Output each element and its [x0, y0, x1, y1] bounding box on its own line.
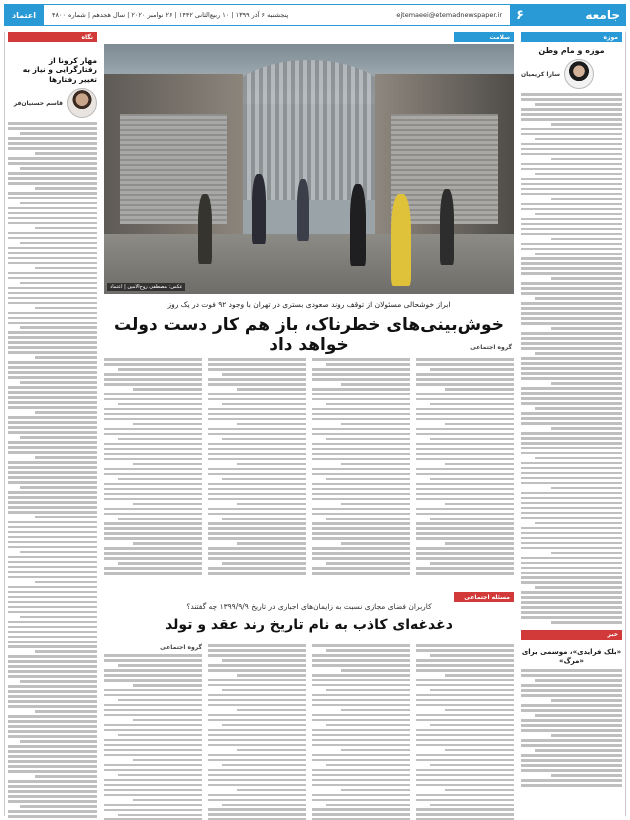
left-column: [4, 32, 100, 816]
photo-caption: عکس: مصطفی روح‌الامین | اعتماد: [107, 283, 185, 291]
right-column-author-box: [521, 59, 622, 89]
second-story-body: [104, 640, 514, 816]
opinion-author-box: [8, 88, 97, 118]
author-photo: [67, 88, 97, 118]
right-column-body: [521, 93, 622, 624]
opinion-body: [8, 122, 97, 817]
second-kicker: کاربران فضای مجازی نسبت به زایمان‌های اجباری در تاریخ ۱۳۹۹/۹/۹ چه گفتند؟: [186, 602, 432, 611]
second-headline: دغدغه‌ای کاذب به نام تاریخ رند عقد و تولد: [165, 617, 453, 633]
opinion-title: مهار کرونا از رفتارگرایی و نیاز به تغییر رفتارها: [22, 56, 97, 84]
main-headline: خوش‌بینی‌های خطرناک، باز هم کار دست دولت خواهد داد: [114, 315, 504, 355]
dateline: پنجشنبه ۶ آذر ۱۳۹۹ | ۱۰ ربیع‌الثانی ۱۴۴۲ | ۲۶ نوامبر ۲۰۲۰ | سال هجدهم | شماره ۴۸۰۰: [52, 11, 289, 19]
main-section-label: سلامت: [454, 32, 514, 42]
right-column: [518, 32, 626, 816]
main-byline: گروه اجتماعی: [470, 344, 512, 351]
right-column-label: موزه: [521, 32, 622, 42]
author-name: قاسم حسنیان‌فر: [13, 99, 63, 107]
second-byline: گروه اجتماعی: [160, 644, 202, 651]
news-item-body: [521, 669, 622, 786]
right-column-title: موزه و مام وطن: [538, 46, 605, 55]
section-banner: [510, 4, 626, 26]
main-kicker: ابراز خوشحالی مسئولان از توقف روند صعودی بستری در تهران با وجود ۹۲ فوت در یک روز: [167, 300, 451, 309]
news-label: خبر: [521, 630, 622, 640]
left-column-label: نگاه: [8, 32, 97, 42]
masthead-info: [44, 4, 510, 26]
bazaar-photo: [104, 44, 514, 294]
newspaper-logo: اعتماد: [4, 4, 44, 26]
email-address[interactable]: ejtemaeei@etemadnewspaper.ir: [396, 11, 502, 19]
main-area: [104, 32, 514, 816]
main-story-body: [104, 354, 514, 584]
author-name: سارا کریمیان: [521, 70, 561, 78]
author-photo: [564, 59, 594, 89]
page-number: ۶: [516, 7, 524, 23]
news-item-title: «بلک فرایدی»، موسمی برای «مرگ»: [521, 647, 622, 665]
masthead: [4, 4, 626, 26]
section-name: جامعه: [585, 8, 620, 22]
social-issue-label: مسئله اجتماعی: [454, 592, 514, 602]
